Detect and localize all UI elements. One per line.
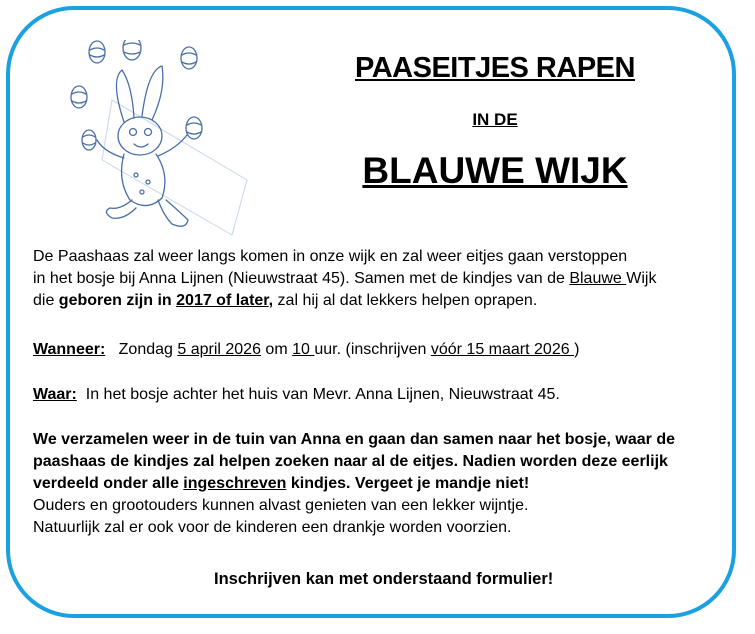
- when-close: ): [574, 341, 580, 358]
- info-line-3-start: verdeeld onder alle: [33, 475, 184, 492]
- info-registered: ingeschreven: [183, 475, 287, 492]
- egg-icon: [82, 130, 96, 150]
- intro-paragraph: [33, 246, 713, 312]
- when-label: Wanneer:: [33, 341, 106, 358]
- where-label: Waar:: [33, 386, 77, 403]
- registration-call: Inschrijven kan met onderstaand formulier!: [214, 570, 554, 588]
- intro-wijk: Wijk: [626, 270, 657, 287]
- info-paragraph: [33, 429, 713, 539]
- intro-born-in: geboren zijn in: [58, 292, 177, 309]
- intro-line-3: [33, 290, 713, 312]
- egg-icon: [186, 117, 202, 139]
- info-line-4: Ouders en grootouders kunnen alvast genieten van een lekker wijntje.: [33, 497, 529, 514]
- when-line: [33, 339, 713, 361]
- intro-blauwe-underlined: Blauwe: [569, 270, 627, 287]
- intro-line-1: De Paashaas zal weer langs komen in onze wijk en zal weer eitjes gaan verstoppen: [33, 248, 628, 265]
- intro-line-2: [33, 268, 713, 290]
- info-line-3-end: kindjes. Vergeet je mandje niet!: [286, 475, 530, 492]
- title-subline: IN DE: [472, 110, 518, 129]
- info-line-3: [33, 473, 713, 495]
- egg-icon: [181, 47, 197, 69]
- info-line-1: We verzamelen weer in de tuin van Anna en gaan dan samen naar het bosje, waar de: [33, 431, 675, 448]
- intro-birth-year: 2017 of later: [176, 292, 269, 309]
- when-date: 5 april 2026: [177, 341, 261, 358]
- when-hour: 10: [292, 341, 315, 358]
- page-title: PAASEITJES RAPEN: [355, 52, 635, 84]
- when-day: Zondag: [105, 341, 178, 358]
- intro-line-2-text: in het bosje bij Anna Lijnen (Nieuwstraat 45). Samen met de kindjes van de: [33, 270, 570, 287]
- when-at: om: [260, 341, 293, 358]
- info-line-5: Natuurlijk zal er ook voor de kinderen een drankje worden voorzien.: [33, 519, 512, 536]
- intro-line-3-end: zal hij al dat lekkers helpen oprapen.: [273, 292, 538, 309]
- info-line-2: paashaas de kindjes zal helpen zoeken naar al de eitjes. Nadien worden deze eerlijk: [33, 453, 668, 470]
- when-deadline: vóór 15 maart 2026: [430, 341, 575, 358]
- egg-icon: [71, 86, 87, 108]
- where-text: In het bosje achter het huis van Mevr. Anna Lijnen, Nieuwstraat 45.: [76, 386, 560, 403]
- title-location: BLAUWE WIJK: [362, 150, 628, 191]
- easter-bunny-juggling-eggs-illustration: [62, 40, 252, 240]
- where-line: [33, 384, 713, 406]
- intro-line-3-start: die: [33, 292, 59, 309]
- egg-icon: [89, 41, 105, 63]
- intro-comma: ,: [268, 292, 274, 309]
- when-after: uur. (inschrijven: [314, 341, 431, 358]
